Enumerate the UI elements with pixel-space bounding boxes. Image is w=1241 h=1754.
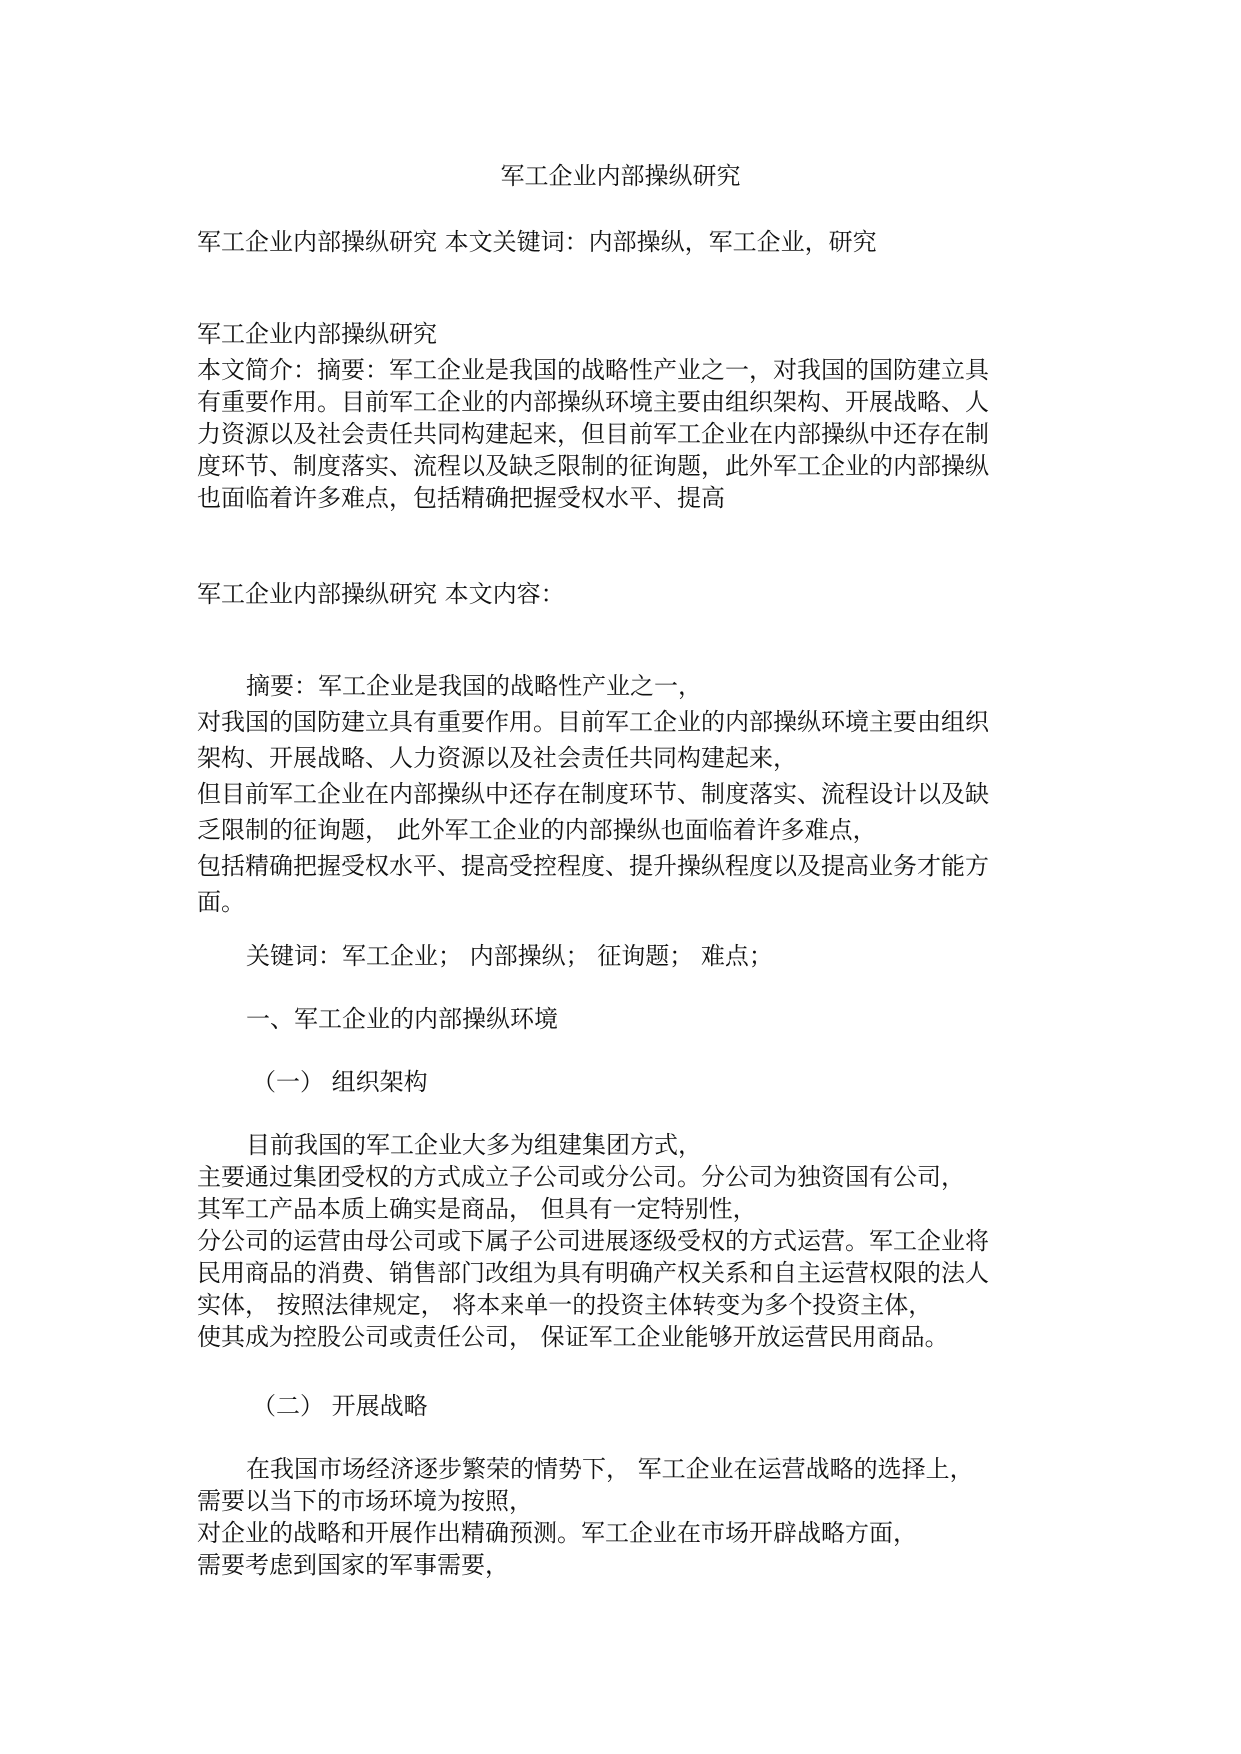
abstract-line: 乏限制的征询题， 此外军工企业的内部操纵也面临着许多难点， — [197, 816, 877, 844]
keywords: 关键词：军工企业； 内部操纵； 征询题； 难点； — [246, 942, 773, 970]
document-title: 军工企业内部操纵研究 — [500, 162, 741, 190]
paragraph-line: 其军工产品本质上确实是商品， 但具有一定特别性， — [197, 1195, 757, 1223]
intro-line: 有重要作用。目前军工企业的内部操纵环境主要由组织架构、开展战略、人 — [197, 388, 989, 416]
paragraph-line: 分公司的运营由母公司或下属子公司进展逐级受权的方式运营。军工企业将 — [197, 1227, 989, 1255]
content-heading: 军工企业内部操纵研究 本文内容： — [197, 580, 565, 608]
intro-line: 力资源以及社会责任共同构建起来，但目前军工企业在内部操纵中还存在制 — [197, 420, 989, 448]
paragraph-line: 需要以当下的市场环境为按照， — [197, 1487, 533, 1515]
paragraph-line: 对企业的战略和开展作出精确预测。军工企业在市场开辟战略方面， — [197, 1519, 917, 1547]
paragraph-line: 需要考虑到国家的军事需要， — [197, 1551, 509, 1579]
paragraph-line: 在我国市场经济逐步繁荣的情势下， 军工企业在运营战略的选择上， — [246, 1455, 974, 1483]
subsection-heading: （一） 组织架构 — [252, 1068, 428, 1096]
section-heading: 一、军工企业的内部操纵环境 — [246, 1005, 558, 1033]
abstract-line: 摘要：军工企业是我国的战略性产业之一， — [246, 672, 702, 700]
paragraph-line: 使其成为控股公司或责任公司， 保证军工企业能够开放运营民用商品。 — [197, 1323, 949, 1351]
paragraph-line: 主要通过集团受权的方式成立子公司或分公司。分公司为独资国有公司， — [197, 1163, 965, 1191]
paragraph-line: 目前我国的军工企业大多为组建集团方式， — [246, 1131, 702, 1159]
intro-line: 也面临着许多难点，包括精确把握受权水平、提高 — [197, 484, 725, 512]
intro-line: 度环节、制度落实、流程以及缺乏限制的征询题，此外军工企业的内部操纵 — [197, 452, 989, 480]
abstract-line: 包括精确把握受权水平、提高受控程度、提升操纵程度以及提高业务才能方 — [197, 852, 989, 880]
abstract-line: 架构、开展战略、人力资源以及社会责任共同构建起来， — [197, 744, 797, 772]
keywords-line: 军工企业内部操纵研究 本文关键词：内部操纵，军工企业，研究 — [197, 228, 877, 256]
paragraph-line: 实体， 按照法律规定， 将本来单一的投资主体转变为多个投资主体， — [197, 1291, 933, 1319]
subsection-heading: （二） 开展战略 — [252, 1392, 428, 1420]
intro-line: 本文简介：摘要：军工企业是我国的战略性产业之一，对我国的国防建立具 — [197, 356, 989, 384]
abstract-line: 但目前军工企业在内部操纵中还存在制度环节、制度落实、流程设计以及缺 — [197, 780, 989, 808]
abstract-line: 面。 — [197, 888, 245, 916]
paragraph-line: 民用商品的消费、销售部门改组为具有明确产权关系和自主运营权限的法人 — [197, 1259, 989, 1287]
abstract-line: 对我国的国防建立具有重要作用。目前军工企业的内部操纵环境主要由组织 — [197, 708, 989, 736]
intro-heading: 军工企业内部操纵研究 — [197, 320, 437, 348]
